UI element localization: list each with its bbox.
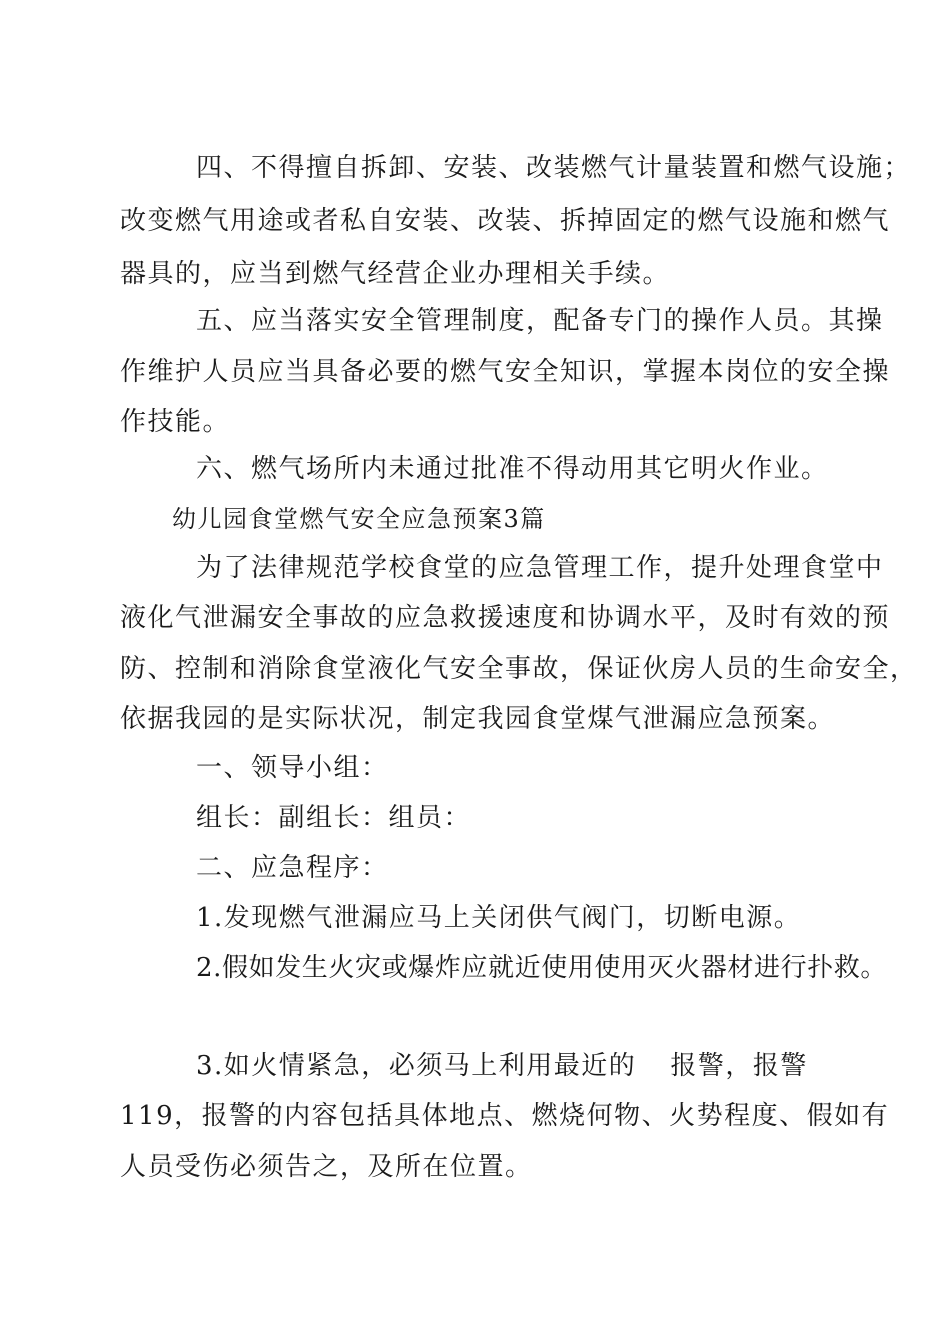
- para-4-line-1: 四、不得擅自拆卸、安装、改装燃气计量装置和燃气设施；: [196, 153, 912, 183]
- leadership-members: 组长：副组长：组员：: [196, 803, 472, 833]
- step-3-line-3: 人员受伤必须告之，及所在位置。: [120, 1152, 533, 1182]
- step-3-text-after-gap: 报警，报警: [670, 1051, 808, 1081]
- intro-line-1: 为了法律规范学校食堂的应急管理工作，提升处理食堂中: [196, 553, 884, 583]
- step-3-text-before-gap: 3.如火情紧急，必须马上利用最近的: [196, 1051, 637, 1081]
- para-4-line-3: 器具的，应当到燃气经营企业办理相关手续。: [120, 259, 671, 289]
- intro-line-3: 防、控制和消除食堂液化气安全事故，保证伙房人员的生命安全，: [120, 654, 918, 684]
- step-3-line-2: 119，报警的内容包括具体地点、燃烧何物、火势程度、假如有: [120, 1101, 890, 1131]
- para-5-line-3: 作技能。: [120, 407, 231, 437]
- step-3-line-1: [196, 1049, 808, 1083]
- intro-line-2: 液化气泄漏安全事故的应急救援速度和协调水平，及时有效的预: [120, 603, 891, 633]
- para-6: 六、燃气场所内未通过批准不得动用其它明火作业。: [196, 454, 829, 484]
- step-1: 1.发现燃气泄漏应马上关闭供气阀门，切断电源。: [196, 903, 802, 933]
- para-5-line-1: 五、应当落实安全管理制度，配备专门的操作人员。其操: [196, 306, 884, 336]
- para-5-line-2: 作维护人员应当具备必要的燃气安全知识，掌握本岗位的安全操: [120, 357, 891, 387]
- para-4-line-2: 改变燃气用途或者私自安装、改装、拆掉固定的燃气设施和燃气: [120, 206, 891, 236]
- procedure-heading: 二、应急程序：: [196, 853, 389, 883]
- section-title: 幼儿园食堂燃气安全应急预案3篇: [172, 505, 546, 533]
- step-2: 2.假如发生火灾或爆炸应就近使用使用灭火器材进行扑救。: [196, 953, 888, 983]
- intro-line-4: 依据我园的是实际状况，制定我园食堂煤气泄漏应急预案。: [120, 704, 836, 734]
- leadership-heading: 一、领导小组：: [196, 753, 389, 783]
